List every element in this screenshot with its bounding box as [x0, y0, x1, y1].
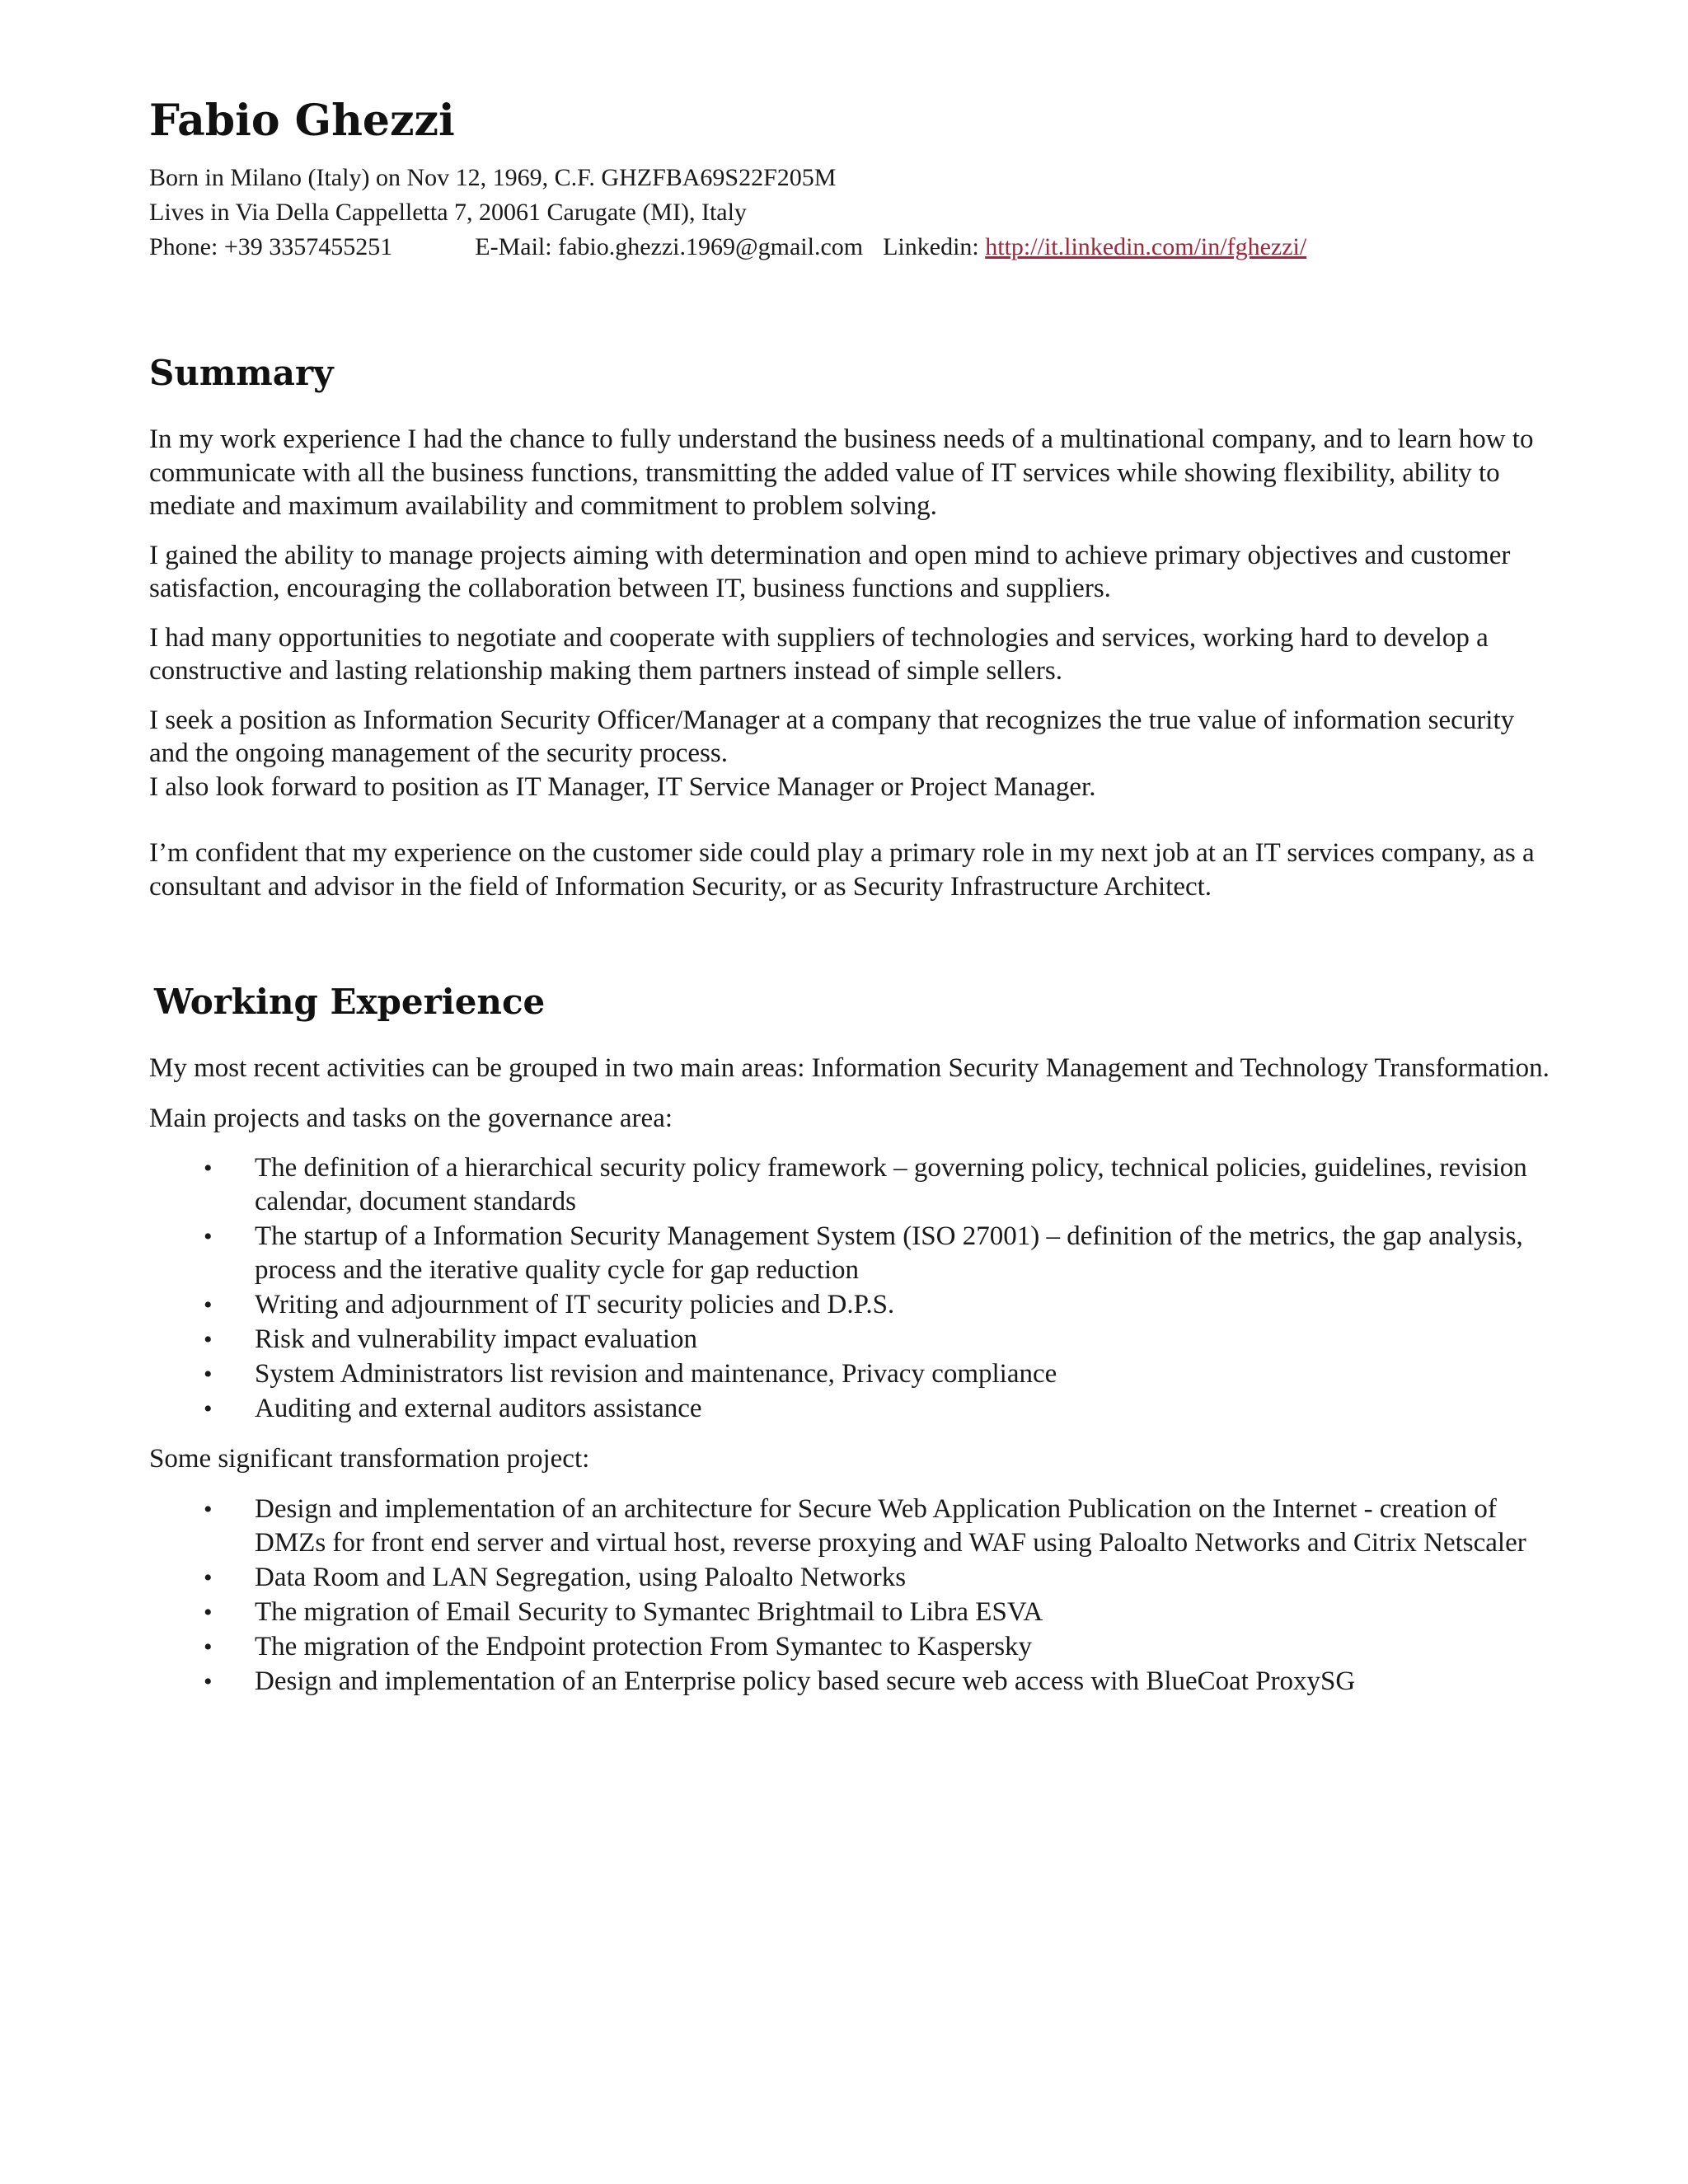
transformation-heading: Some significant transformation project: [149, 1444, 590, 1474]
person-name: Fabio Ghezzi [149, 96, 455, 146]
transformation-list [149, 1493, 1550, 1699]
bullet-icon: • [204, 1361, 213, 1388]
bullet-icon: • [204, 1395, 213, 1422]
summary-paragraph: I seek a position as Information Security Officer/Manager at a company that recognizes the true value of information security and the ongoing management of the security process. [149, 705, 1515, 768]
list-item [149, 1357, 1550, 1391]
contact-info [149, 230, 1550, 265]
bullet-icon: • [204, 1598, 213, 1626]
bullet-icon: • [204, 1326, 213, 1353]
list-item-text: Data Room and LAN Segregation, using Paloalto Networks [255, 1562, 907, 1592]
bullet-icon: • [204, 1667, 213, 1695]
list-item-text: System Administrators list revision and maintenance, Privacy compliance [255, 1359, 1057, 1389]
bullet-icon: • [204, 1633, 213, 1661]
list-item-text: Auditing and external auditors assistance [255, 1394, 702, 1423]
bullet-icon: • [204, 1495, 213, 1523]
email-text: E-Mail: fabio.ghezzi.1969@gmail.com [475, 233, 864, 260]
governance-heading: Main projects and tasks on the governance area: [149, 1103, 673, 1133]
list-item [149, 1288, 1550, 1322]
list-item [149, 1493, 1550, 1560]
governance-list [149, 1151, 1550, 1426]
work-intro: My most recent activities can be grouped in two main areas: Information Security Management and Technology Transformation. [149, 1053, 1550, 1083]
bullet-icon: • [204, 1155, 213, 1182]
summary-body [149, 423, 1550, 903]
list-item [149, 1665, 1550, 1699]
bullet-icon: • [204, 1291, 213, 1319]
summary-paragraph: In my work experience I had the chance to fully understand the business needs of a multinational company, and to learn how to communicate with all the business functions, transmitting the added value of IT services while showing flexibility, ability to mediate and maximum availability and commitment to problem solving. [149, 424, 1534, 521]
list-item [149, 1630, 1550, 1664]
bullet-icon: • [204, 1563, 213, 1591]
resume-page [149, 95, 1550, 1715]
list-item [149, 1596, 1550, 1629]
list-item-text: The migration of Email Security to Symantec Brightmail to Libra ESVA [255, 1596, 1043, 1627]
list-item-text: The migration of the Endpoint protection From Symantec to Kaspersky [255, 1631, 1033, 1661]
list-item [149, 1220, 1550, 1287]
list-item-text: Design and implementation of an Enterprise policy based secure web access with BlueCoat ProxySG [255, 1666, 1356, 1696]
linkedin-label: Linkedin: [883, 233, 979, 260]
working-experience-body [149, 1052, 1550, 1699]
summary-paragraph: I’m confident that my experience on the customer side could play a primary role in my next job at an IT services company, as a consultant and advisor in the field of Information Security, or as Security Infrastructure Architect. [149, 838, 1535, 902]
phone-text: Phone: +39 3357455251 [149, 233, 393, 260]
summary-paragraph: I gained the ability to manage projects aiming with determination and open mind to achieve primary objectives and customer satisfaction, encouraging the collaboration between IT, business functions and suppliers. [149, 540, 1511, 603]
list-item [149, 1323, 1550, 1357]
summary-paragraph: I had many opportunities to negotiate and cooperate with suppliers of technologies and services, working hard to develop a constructive and lasting relationship making them partners instead of simple sellers. [149, 622, 1489, 686]
bullet-icon: • [204, 1223, 213, 1250]
list-item [149, 1151, 1550, 1219]
address-info: Lives in Via Della Cappelletta 7, 20061 Carugate (MI), Italy [149, 199, 747, 226]
list-item-text: Writing and adjournment of IT security policies and D.P.S. [255, 1290, 895, 1319]
working-experience-heading: Working Experience [154, 982, 546, 1022]
list-item [149, 1392, 1550, 1426]
linkedin-link[interactable]: http://it.linkedin.com/in/fghezzi/ [985, 233, 1307, 260]
list-item [149, 1561, 1550, 1595]
summary-heading: Summary [149, 353, 334, 393]
list-item-text: The startup of a Information Security Management System (ISO 27001) – definition of the metrics, the gap analysis, process and the iterative quality cycle for gap reduction [255, 1221, 1523, 1285]
birth-info: Born in Milano (Italy) on Nov 12, 1969, C.F. GHZFBA69S22F205M [149, 164, 837, 191]
list-item-text: Risk and vulnerability impact evaluation [255, 1324, 698, 1354]
list-item-text: The definition of a hierarchical security policy framework – governing policy, technical policies, guidelines, revision calendar, document standards [255, 1153, 1527, 1216]
summary-paragraph: I also look forward to position as IT Manager, IT Service Manager or Project Manager. [149, 771, 1096, 802]
list-item-text: Design and implementation of an architecture for Secure Web Application Publication on the Internet - creation of DMZs for front end server and virtual host, reverse proxying and WAF using Paloalto Networks and Citrix Netscaler [255, 1493, 1526, 1558]
